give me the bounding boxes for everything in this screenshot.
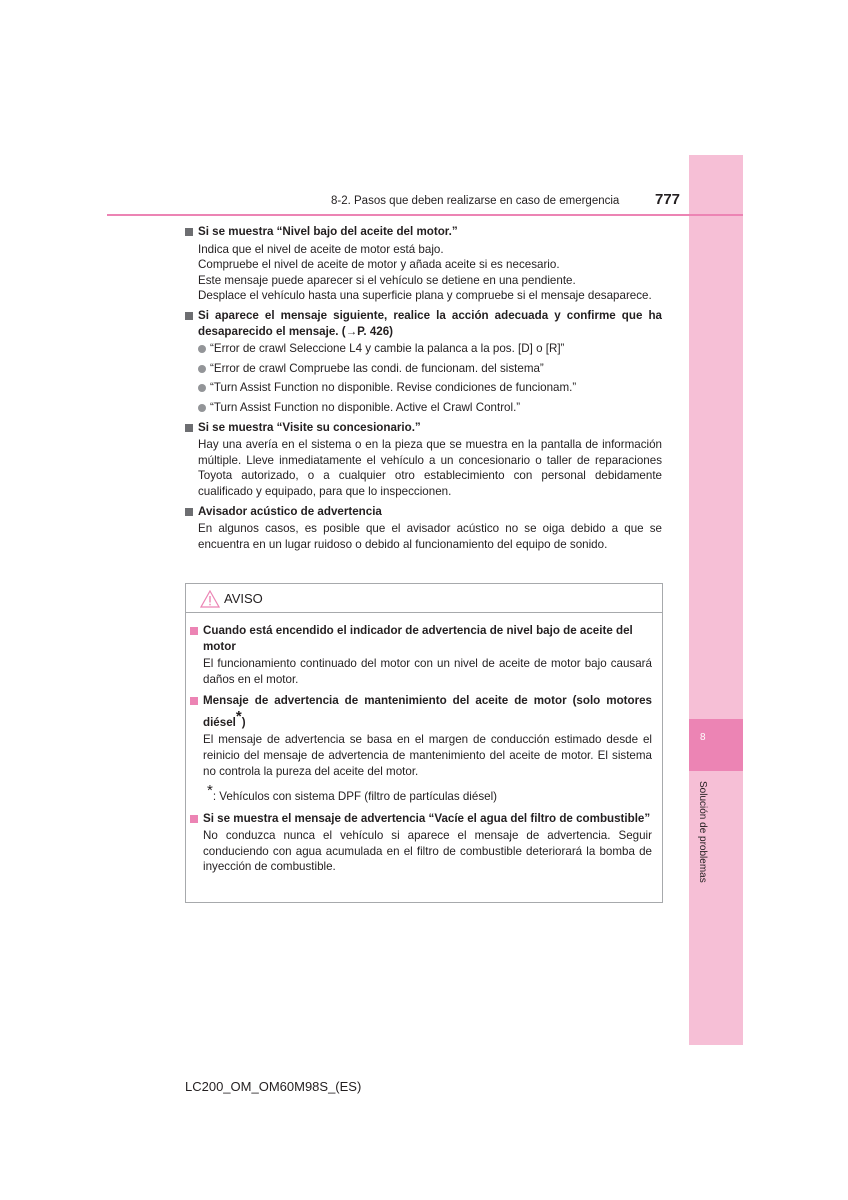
- warning-box: [185, 583, 663, 903]
- warning-item-body: No conduzca nunca el vehículo si aparece el mensaje de advertencia. Seguir conduciendo con agua acumulada en el filtro de combustible deteriorará la bomba de inyección de combustible.: [203, 829, 652, 874]
- section-low-oil: [185, 224, 662, 304]
- section-heading: Si se muestra “Visite su concesionario.”: [185, 420, 662, 436]
- footnote: *: Vehículos con sistema DPF (filtro de partículas diésel): [207, 782, 498, 804]
- list-item: “Error de crawl Compruebe las condi. de funcionam. del sistema”: [185, 361, 662, 377]
- section-heading: Avisador acústico de advertencia: [185, 504, 662, 520]
- circle-bullet-icon: [198, 345, 206, 353]
- warning-header: [186, 584, 662, 613]
- section-visit-dealer: [185, 420, 662, 500]
- warning-item-body: El funcionamiento continuado del motor con un nivel de aceite de motor bajo causará daños en el motor.: [203, 657, 652, 686]
- footer-code: LC200_OM_OM60M98S_(ES): [185, 1079, 362, 1094]
- square-bullet-icon: [185, 228, 193, 236]
- section-heading: Si aparece el mensaje siguiente, realice la acción adecuada y confirme que ha desaparecido el mensaje. (→P. 426): [185, 308, 662, 339]
- circle-bullet-icon: [198, 365, 206, 373]
- section-body: Hay una avería en el sistema o en la pieza que se muestra en la pantalla de información múltiple. Lleve inmediatamente el vehículo a un concesionario o taller de reparaciones Toyota autorizado, o a cualquier otro establecimiento con personal debidamente cualificado y equipado, para que lo inspeccionen.: [198, 438, 662, 498]
- header-section-title: 8-2. Pasos que deben realizarse en caso de emergencia: [331, 195, 620, 207]
- section-body: Indica que el nivel de aceite de motor está bajo. Compruebe el nivel de aceite de motor y añada aceite si es necesario. Este mensaje puede aparecer si el vehículo se detiene en una pendiente. Desplace el vehículo hasta una superficie plana y compruebe si el mensaje desaparece.: [198, 242, 652, 303]
- warning-title: AVISO: [224, 591, 263, 606]
- section-buzzer: [185, 504, 662, 553]
- pink-square-bullet-icon: [190, 627, 198, 635]
- header-divider: [107, 214, 743, 216]
- warning-item-heading: Cuando está encendido el indicador de advertencia de nivel bajo de aceite del motor: [190, 623, 652, 654]
- square-bullet-icon: [185, 508, 193, 516]
- footnote-asterisk: *: [235, 707, 242, 725]
- chapter-label: Solución de problemas: [697, 781, 708, 883]
- list-item: “Turn Assist Function no disponible. Revise condiciones de funcionam.”: [185, 380, 662, 396]
- warning-item-heading: Si se muestra el mensaje de advertencia “Vacíe el agua del filtro de combustible”: [190, 811, 652, 827]
- square-bullet-icon: [185, 424, 193, 432]
- pink-square-bullet-icon: [190, 697, 198, 705]
- side-tab: [689, 155, 743, 1045]
- pink-square-bullet-icon: [190, 815, 198, 823]
- list-item: “Turn Assist Function no disponible. Active el Crawl Control.”: [185, 400, 662, 416]
- warning-item-heading: Mensaje de advertencia de mantenimiento del aceite de motor (solo motores diésel*): [190, 693, 652, 730]
- side-tab-chapter-marker: [689, 719, 743, 771]
- square-bullet-icon: [185, 312, 193, 320]
- section-body: En algunos casos, es posible que el avisador acústico no se oiga debido a que se encuentra en un lugar ruidoso o debido al funcionamiento del equipo de sonido.: [198, 522, 662, 551]
- page-number: 777: [655, 191, 681, 208]
- circle-bullet-icon: [198, 384, 206, 392]
- circle-bullet-icon: [198, 404, 206, 412]
- section-messages: [185, 308, 662, 416]
- warning-triangle-icon: [200, 590, 220, 608]
- warning-content: [186, 613, 662, 875]
- section-heading: Si se muestra “Nivel bajo del aceite del motor.”: [185, 224, 662, 240]
- chapter-number: 8: [700, 732, 706, 743]
- main-content: [185, 224, 662, 556]
- warning-item-body: El mensaje de advertencia se basa en el margen de conducción estimado desde el reinicio del mensaje de advertencia de mantenimiento del aceite de motor. El sistema no controla la pureza del aceite del motor.: [203, 733, 652, 778]
- list-item: “Error de crawl Seleccione L4 y cambie la palanca a la pos. [D] o [R]”: [185, 341, 662, 357]
